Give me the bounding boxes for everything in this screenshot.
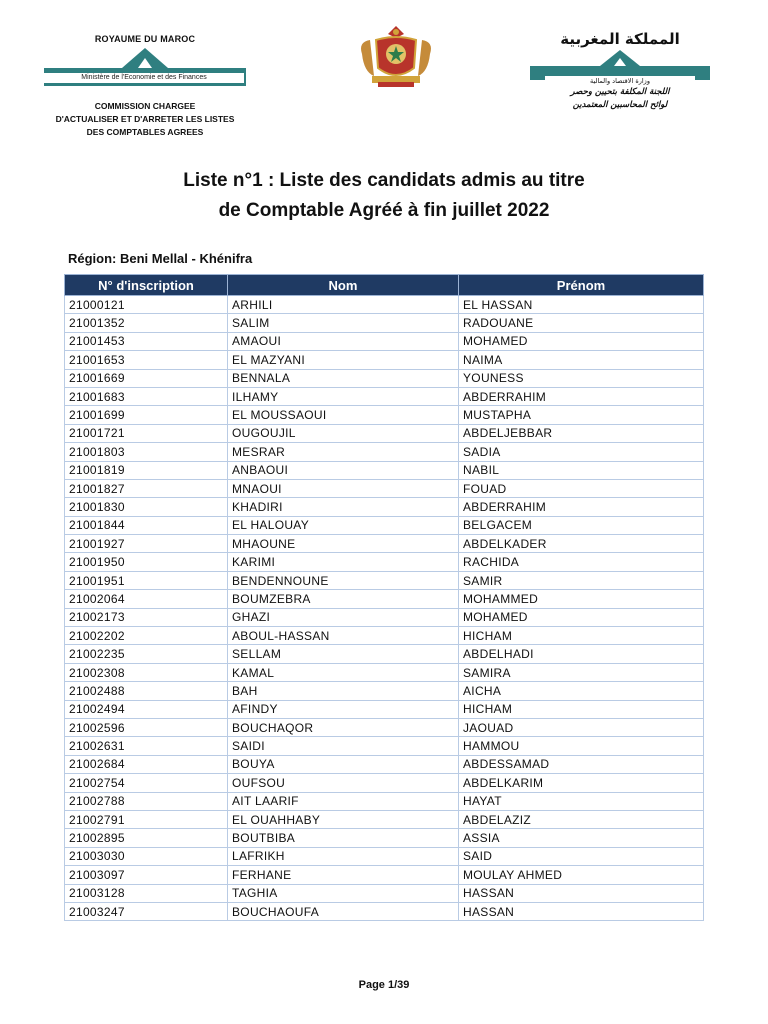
commission-ar-label [520, 86, 720, 112]
cell-inscription: 21001352 [65, 314, 228, 332]
cell-nom: ILHAMY [228, 387, 459, 405]
cell-inscription: 21001653 [65, 351, 228, 369]
table-row [65, 387, 704, 405]
cell-prenom: FOUAD [459, 479, 704, 497]
royal-emblem-icon [356, 24, 436, 95]
cell-nom: ABOUL-HASSAN [228, 627, 459, 645]
cell-inscription: 21002788 [65, 792, 228, 810]
cell-prenom: SAID [459, 847, 704, 865]
cell-inscription: 21001819 [65, 461, 228, 479]
column-header-inscription: N° d'inscription [65, 275, 228, 296]
table-row [65, 535, 704, 553]
cell-nom: SALIM [228, 314, 459, 332]
cell-prenom: EL HASSAN [459, 296, 704, 314]
table-row [65, 461, 704, 479]
table-row [65, 406, 704, 424]
cell-inscription: 21002596 [65, 718, 228, 736]
candidates-table [64, 274, 704, 921]
cell-nom: AMAOUI [228, 332, 459, 350]
cell-nom: BOUMZEBRA [228, 590, 459, 608]
table-row [65, 296, 704, 314]
cell-inscription: 21002754 [65, 774, 228, 792]
table-row [65, 866, 704, 884]
table-row [65, 737, 704, 755]
table-row [65, 774, 704, 792]
cell-nom: BOUTBIBA [228, 829, 459, 847]
cell-inscription: 21003030 [65, 847, 228, 865]
commission-label [30, 100, 260, 139]
cell-inscription: 21002684 [65, 755, 228, 773]
table-row [65, 884, 704, 902]
cell-nom: BAH [228, 682, 459, 700]
cell-inscription: 21000121 [65, 296, 228, 314]
cell-prenom: BELGACEM [459, 516, 704, 534]
commission-line: COMMISSION CHARGEE [94, 101, 196, 111]
cell-inscription: 21001669 [65, 369, 228, 387]
table-row [65, 553, 704, 571]
cell-inscription: 21003128 [65, 884, 228, 902]
table-row [65, 351, 704, 369]
cell-inscription: 21001721 [65, 424, 228, 442]
table-row [65, 645, 704, 663]
cell-nom: EL MAZYANI [228, 351, 459, 369]
table-row [65, 700, 704, 718]
cell-prenom: NAIMA [459, 351, 704, 369]
table-row [65, 314, 704, 332]
cell-prenom: HICHAM [459, 627, 704, 645]
cell-nom: KAMAL [228, 663, 459, 681]
cell-prenom: SAMIR [459, 571, 704, 589]
cell-prenom: MUSTAPHA [459, 406, 704, 424]
table-row [65, 369, 704, 387]
table-row [65, 571, 704, 589]
page-title [0, 166, 768, 226]
cell-nom: EL OUAHHABY [228, 810, 459, 828]
table-row [65, 755, 704, 773]
cell-inscription: 21002235 [65, 645, 228, 663]
cell-inscription: 21002791 [65, 810, 228, 828]
cell-prenom: ASSIA [459, 829, 704, 847]
table-row [65, 847, 704, 865]
cell-inscription: 21003097 [65, 866, 228, 884]
cell-nom: EL MOUSSAOUI [228, 406, 459, 424]
cell-prenom: ABDERRAHIM [459, 498, 704, 516]
cell-inscription: 21001927 [65, 535, 228, 553]
table-row [65, 792, 704, 810]
cell-inscription: 21002064 [65, 590, 228, 608]
cell-inscription: 21001827 [65, 479, 228, 497]
ministry-label: Ministère de l'Economie et des Finances [44, 73, 244, 83]
page-number: Page 1/39 [358, 979, 410, 991]
ministry-ar-label: وزارة الاقتصاد والمالية [545, 76, 695, 86]
cell-inscription: 21001830 [65, 498, 228, 516]
cell-prenom: RACHIDA [459, 553, 704, 571]
cell-nom: OUGOUJIL [228, 424, 459, 442]
table-header-row [65, 275, 704, 296]
cell-nom: GHAZI [228, 608, 459, 626]
cell-prenom: HASSAN [459, 902, 704, 920]
cell-nom: KARIMI [228, 553, 459, 571]
table-row [65, 627, 704, 645]
cell-inscription: 21001950 [65, 553, 228, 571]
table-row [65, 718, 704, 736]
cell-nom: BOUCHAOUFA [228, 902, 459, 920]
cell-inscription: 21002488 [65, 682, 228, 700]
table-row [65, 829, 704, 847]
cell-inscription: 21001951 [65, 571, 228, 589]
table-row [65, 608, 704, 626]
commission-line: D'ACTUALISER ET D'ARRETER LES LISTES [55, 114, 235, 124]
kingdom-ar-label: المملكة المغربية [560, 30, 680, 48]
cell-nom: MNAOUI [228, 479, 459, 497]
cell-nom: BOUCHAQOR [228, 718, 459, 736]
cell-prenom: ABDELAZIZ [459, 810, 704, 828]
cell-prenom: ABDESSAMAD [459, 755, 704, 773]
cell-nom: SELLAM [228, 645, 459, 663]
cell-nom: OUFSOU [228, 774, 459, 792]
cell-inscription: 21001844 [65, 516, 228, 534]
title-line: de Comptable Agréé à fin juillet 2022 [218, 200, 550, 221]
cell-inscription: 21002631 [65, 737, 228, 755]
cell-prenom: JAOUAD [459, 718, 704, 736]
table-row [65, 332, 704, 350]
cell-inscription: 21002494 [65, 700, 228, 718]
region-label: Région: Beni Mellal - Khénifra [68, 251, 253, 266]
cell-prenom: NABIL [459, 461, 704, 479]
cell-nom: TAGHIA [228, 884, 459, 902]
cell-prenom: HAMMOU [459, 737, 704, 755]
cell-prenom: HAYAT [459, 792, 704, 810]
cell-inscription: 21001453 [65, 332, 228, 350]
cell-nom: ANBAOUI [228, 461, 459, 479]
cell-nom: AIT LAARIF [228, 792, 459, 810]
table-row [65, 902, 704, 920]
header-left [30, 34, 260, 139]
cell-inscription: 21002895 [65, 829, 228, 847]
cell-prenom: ABDELKADER [459, 535, 704, 553]
cell-prenom: ABDERRAHIM [459, 387, 704, 405]
cell-nom: LAFRIKH [228, 847, 459, 865]
cell-prenom: ABDELHADI [459, 645, 704, 663]
table-row [65, 443, 704, 461]
cell-prenom: MOULAY AHMED [459, 866, 704, 884]
cell-nom: ARHILI [228, 296, 459, 314]
cell-nom: BENNALA [228, 369, 459, 387]
table-row [65, 498, 704, 516]
table-row [65, 479, 704, 497]
ministry-logo-icon [30, 46, 260, 90]
cell-inscription: 21001699 [65, 406, 228, 424]
cell-prenom: AICHA [459, 682, 704, 700]
table-row [65, 424, 704, 442]
cell-nom: FERHANE [228, 866, 459, 884]
table-row [65, 663, 704, 681]
cell-inscription: 21001683 [65, 387, 228, 405]
cell-prenom: HASSAN [459, 884, 704, 902]
cell-nom: BENDENNOUNE [228, 571, 459, 589]
cell-inscription: 21002308 [65, 663, 228, 681]
commission-ar-line: اللجنة المكلفة بتحيين وحصر [570, 87, 670, 97]
cell-inscription: 21003247 [65, 902, 228, 920]
cell-prenom: SAMIRA [459, 663, 704, 681]
table-row [65, 590, 704, 608]
table-row [65, 810, 704, 828]
commission-line: DES COMPTABLES AGREES [86, 127, 204, 137]
cell-prenom: MOHAMED [459, 608, 704, 626]
commission-ar-line: لوائح المحاسبين المعتمدين [572, 100, 668, 110]
table-row [65, 516, 704, 534]
cell-nom: BOUYA [228, 755, 459, 773]
cell-prenom: YOUNESS [459, 369, 704, 387]
cell-nom: EL HALOUAY [228, 516, 459, 534]
cell-inscription: 21001803 [65, 443, 228, 461]
cell-prenom: ABDELKARIM [459, 774, 704, 792]
cell-prenom: MOHAMMED [459, 590, 704, 608]
cell-prenom: ABDELJEBBAR [459, 424, 704, 442]
cell-inscription: 21002202 [65, 627, 228, 645]
table-row [65, 682, 704, 700]
cell-prenom: SADIA [459, 443, 704, 461]
cell-prenom: HICHAM [459, 700, 704, 718]
header-right [520, 30, 720, 112]
column-header-nom: Nom [228, 275, 459, 296]
column-header-prenom: Prénom [459, 275, 704, 296]
cell-nom: MESRAR [228, 443, 459, 461]
kingdom-label: ROYAUME DU MAROC [94, 34, 196, 44]
cell-prenom: MOHAMED [459, 332, 704, 350]
title-line: Liste n°1 : Liste des candidats admis au titre [183, 170, 585, 191]
cell-nom: MHAOUNE [228, 535, 459, 553]
cell-inscription: 21002173 [65, 608, 228, 626]
cell-nom: SAIDI [228, 737, 459, 755]
cell-prenom: RADOUANE [459, 314, 704, 332]
cell-nom: AFINDY [228, 700, 459, 718]
cell-nom: KHADIRI [228, 498, 459, 516]
